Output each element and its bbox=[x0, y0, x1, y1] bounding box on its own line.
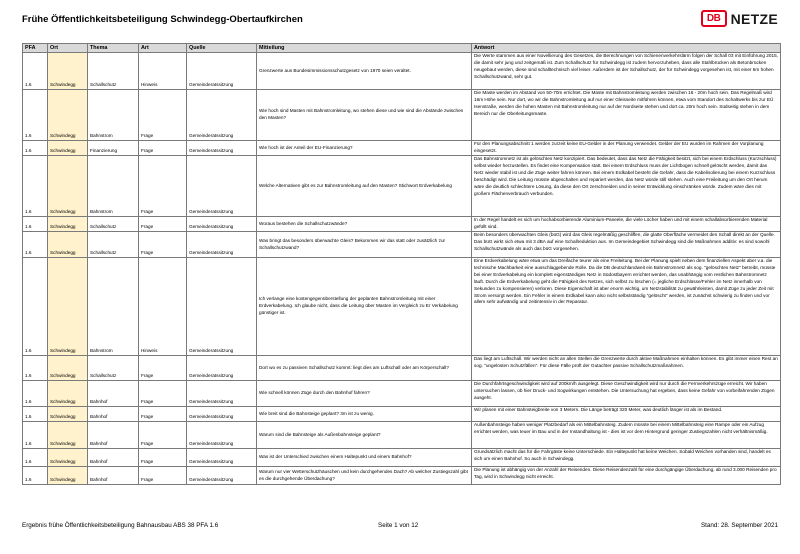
db-netze-logo bbox=[701, 10, 778, 27]
cell-antwort: Die Planung ist abhängig von der Anzahl der Reisenden. Diese Reisendenzahl für eine durchgängige Überdachung, ab rund 3.000 Reisenden pro Tag, wird in Schwindegg nicht erreicht. bbox=[472, 467, 781, 485]
cell-quelle: Gemeinderatssitzung bbox=[187, 141, 257, 156]
table-header-row bbox=[23, 44, 781, 53]
cell-pfa: 1.6 bbox=[23, 258, 48, 356]
cell-antwort: Wir planen mit einer Bahnsteigbreite von 3 Metern. Die Länge beträgt 320 Meter, was deutlich länger ist als im Bestand. bbox=[472, 407, 781, 422]
cell-antwort: Grundsätzlich macht das für die Fahrgäste keine Unterschiede. Ein Haltepunkt hat keine Weichen. Sobald Weichen vorhanden sind, handelt es sich um einen Bahnhof. So auch in Schwindegg. bbox=[472, 449, 781, 467]
cell-pfa: 1.6 bbox=[23, 467, 48, 485]
cell-ort: Schwindegg bbox=[48, 232, 88, 258]
cell-thema: Bahnhof bbox=[88, 381, 139, 407]
cell-ort: Schwindegg bbox=[48, 156, 88, 217]
cell-mitteilung: Dort wo es zu passiven Schallschutz kommt: liegt dies am Luftschall oder am Körperschall? bbox=[257, 356, 472, 381]
cell-thema: Schallschutz bbox=[88, 356, 139, 381]
cell-art: Frage bbox=[139, 449, 187, 467]
cell-art: Hinweis bbox=[139, 258, 187, 356]
table-row bbox=[23, 356, 781, 381]
cell-ort: Schwindegg bbox=[48, 449, 88, 467]
header-mitteilung: Mitteilung bbox=[257, 44, 472, 53]
cell-thema: Schallschutz bbox=[88, 232, 139, 258]
cell-art: Frage bbox=[139, 141, 187, 156]
cell-art: Frage bbox=[139, 422, 187, 449]
cell-art: Frage bbox=[139, 381, 187, 407]
cell-quelle: Gemeinderatssitzung bbox=[187, 156, 257, 217]
table-row bbox=[23, 156, 781, 217]
cell-art: Frage bbox=[139, 407, 187, 422]
cell-thema: Bahnhof bbox=[88, 407, 139, 422]
cell-thema: Bahnstrom bbox=[88, 90, 139, 141]
footer-document-name: Ergebnis frühe Öffentlichkeitsbeteiligung Bahnausbau ABS 38 PFA 1.6 bbox=[22, 522, 219, 529]
cell-antwort: Beim besonders überwachten Gleis (büG) wird das Gleis regelmäßig geschliffen, die glatte Oberfläche vermeidet den Schall direkt an der Quelle. Das büG wirkt sich etwa mit 3 dBA auf eine Schallreduktion aus. Im Gemeindegebiet Schwindegg sind die Maßnahmen additiv: es sind sowohl Schallschutzwände als auch das büG vorgesehen. bbox=[472, 232, 781, 258]
cell-mitteilung: Was ist der Unterschied zwischen einem Haltepunkt und einem Bahnhof? bbox=[257, 449, 472, 467]
cell-quelle: Gemeinderatssitzung bbox=[187, 422, 257, 449]
cell-ort: Schwindegg bbox=[48, 141, 88, 156]
cell-art: Frage bbox=[139, 156, 187, 217]
cell-art: Hinweis bbox=[139, 53, 187, 90]
cell-pfa: 1.6 bbox=[23, 381, 48, 407]
table-row bbox=[23, 449, 781, 467]
cell-pfa: 1.6 bbox=[23, 53, 48, 90]
table-row bbox=[23, 90, 781, 141]
cell-ort: Schwindegg bbox=[48, 258, 88, 356]
table-row bbox=[23, 381, 781, 407]
cell-pfa: 1.6 bbox=[23, 449, 48, 467]
cell-antwort: Die Werte stammen aus einer Novellierung des Gesetzes, die Berechnungen von Schienenverkehrslärm folgen der Schall 03 mit Einführung 2015, die damit sehr jung und zeitgemäß ist. Zum Schallschutz für Schwindegg ist zudem hervorzuheben, dass alle Stahlbrücken als Betonbrücken neugebaut werden, diese sind schalltechnisch viel leiser. Außerdem ist der Schallschutz, der für Schwindegg vorgesehen ist, mit einer 6m hohen Schallschutzwand, sehr gut. bbox=[472, 53, 781, 90]
cell-ort: Schwindegg bbox=[48, 407, 88, 422]
cell-quelle: Gemeinderatssitzung bbox=[187, 356, 257, 381]
table-row bbox=[23, 467, 781, 485]
cell-antwort: Das liegt am Luftschall. Wir werden nicht an allen Stellen die Grenzwerte durch aktive Maßnahmen einhalten können. Es gibt immer einen Rest an sog. "ungelösten Schutzfällen". Für diese Fälle prüft der Gutachter passive Schallschutzmaßnahmen. bbox=[472, 356, 781, 381]
header-pfa: PFA bbox=[23, 44, 48, 53]
cell-thema: Schallschutz bbox=[88, 53, 139, 90]
logo-text: NETZE bbox=[730, 10, 778, 27]
cell-quelle: Gemeinderatssitzung bbox=[187, 90, 257, 141]
cell-pfa: 1.6 bbox=[23, 156, 48, 217]
cell-quelle: Gemeinderatssitzung bbox=[187, 381, 257, 407]
document-title: Frühe Öffentlichkeitsbeteiligung Schwindegg-Obertaufkirchen bbox=[22, 14, 303, 25]
cell-quelle: Gemeinderatssitzung bbox=[187, 258, 257, 356]
cell-art: Frage bbox=[139, 356, 187, 381]
header-quelle: Quelle bbox=[187, 44, 257, 53]
cell-quelle: Gemeinderatssitzung bbox=[187, 407, 257, 422]
cell-mitteilung: Warum sind die Bahnsteige als Außenbahnsteige geplant? bbox=[257, 422, 472, 449]
footer-page-number: Seite 1 von 12 bbox=[378, 522, 419, 529]
cell-art: Frage bbox=[139, 217, 187, 232]
cell-mitteilung: Was bringt das besonders überwachte Gleis? Bekommen wir das statt oder zusätzlich zur Schallschutzwand? bbox=[257, 232, 472, 258]
header-ort: Ort bbox=[48, 44, 88, 53]
header-art: Art bbox=[139, 44, 187, 53]
cell-quelle: Gemeinderatssitzung bbox=[187, 53, 257, 90]
cell-art: Frage bbox=[139, 232, 187, 258]
db-logo-icon: DB bbox=[701, 10, 727, 27]
cell-ort: Schwindegg bbox=[48, 356, 88, 381]
cell-quelle: Gemeinderatssitzung bbox=[187, 232, 257, 258]
cell-antwort: Für den Planungsabschnitt 1 werden zurzeit keine EU-Gelder in der Planung verwendet. Gelder der EU wurden im Rahmen der Vorplanung eingesetzt. bbox=[472, 141, 781, 156]
table-row bbox=[23, 407, 781, 422]
cell-antwort: In der Regel handelt es sich um hochabsorbierende Aluminium-Paneele, die viele Löcher haben und mit einem schallabsorbierenden Material gefüllt sind. bbox=[472, 217, 781, 232]
cell-thema: Finanzierung bbox=[88, 141, 139, 156]
cell-ort: Schwindegg bbox=[48, 217, 88, 232]
cell-thema: Bahnstrom bbox=[88, 156, 139, 217]
cell-mitteilung: Warum nur vier Wetterschutzhäuschen und kein durchgehendes Dach? Ab welcher Zustiegszahl gibt es die durchgehende Überdachung? bbox=[257, 467, 472, 485]
cell-mitteilung: Ich verlange eine kostengegenüberstellung der geplanten Bahnstromleitung mit einer Erdverkabelung. Ich glaube nicht, dass die Leitung über Masten im Vergleich zu Er Verkabelung günstiger ist. bbox=[257, 258, 472, 356]
cell-quelle: Gemeinderatssitzung bbox=[187, 467, 257, 485]
cell-ort: Schwindegg bbox=[48, 90, 88, 141]
cell-ort: Schwindegg bbox=[48, 53, 88, 90]
table-row bbox=[23, 232, 781, 258]
table-row bbox=[23, 217, 781, 232]
cell-pfa: 1.6 bbox=[23, 90, 48, 141]
cell-ort: Schwindegg bbox=[48, 422, 88, 449]
cell-thema: Schallschutz bbox=[88, 217, 139, 232]
cell-antwort: Eine Erdverkabelung wäre etwa um das Dreifache teurer als eine Freileitung. Bei der Planung spielt neben dem finanziellen Aspekt aber v.a. die technische Machbarkeit eine ausschlaggebende Rolle. Da die DB deutschlandweit ein Bahnstromnetz als sog. "gelöschtes Netz" betreibt, müsste bei einer Erdverkabelung ein komplett eigenständiges Netz in Südostbayern errichtet werden, das unabhängig vom restlichen Bahnstromnetz läuft. Durch die Erdverkabelung geht die Fähigkeit des Netzes, sich selbst zu löschen (= jegliche Erdschlüsse/Fehler im Netz innerhalb von Sekunden zu kompensieren) verloren. Diese Eigenschaft ist aber enorm wichtig, um Netzstabilität zu gewährleisten, damit Züge zu jeder Zeit mit Strom versorgt werden. Ein Fehler in einem Erdkabel kann also nicht selbstständig "gelöscht" werden, ist zunächst schwierig zu finden und vor allem sehr aufwändig und zeitintensiv in der Reparatur. bbox=[472, 258, 781, 356]
header-thema: Thema bbox=[88, 44, 139, 53]
cell-antwort: Die Durchfahrtsgeschwindigkeit wird auf 200km/h ausgelegt. Diese Geschwindigkeit wird nur durch die Fernverkehrszüge erreicht. Wir haben untersuchen lassen, ob hier Druck- und Sogwirkungen entstehen. Die Untersuchung hat ergeben, dass keine Gefahr von vorbeifahrenden Zügen ausgeht. bbox=[472, 381, 781, 407]
cell-mitteilung: Welche Alternativen gibt es zur Bahnstromleitung auf den Masten? Stichwort Erdverkabelung bbox=[257, 156, 472, 217]
cell-pfa: 1.6 bbox=[23, 217, 48, 232]
table-row bbox=[23, 422, 781, 449]
cell-pfa: 1.6 bbox=[23, 356, 48, 381]
cell-pfa: 1.6 bbox=[23, 141, 48, 156]
cell-art: Frage bbox=[139, 90, 187, 141]
cell-pfa: 1.6 bbox=[23, 422, 48, 449]
cell-antwort: Die Maste werden im Abstand von 50-70m errichtet. Die Maste mit Bahnstromleitung werden zwischen 16 - 20m hoch sein. Das Regelmaß wird 16m Höhe sein. Nur dort, wo wir die Bahnstromleitung auf nur einer Gleisseite mitführen können, etwa vom Standort des Schaltwerks bis zur EÜ Isenstraße, werden die hohen Masten mit Bahnstromleitung nur auf der Nordseite stehen und dort ca. 20m hoch sein. Südseitig stehen in dem Bereich nur die Oberleitungsmaste. bbox=[472, 90, 781, 141]
footer-date: Stand: 28. September 2021 bbox=[700, 522, 778, 529]
cell-thema: Bahnhof bbox=[88, 467, 139, 485]
cell-art: Frage bbox=[139, 467, 187, 485]
table-row bbox=[23, 53, 781, 90]
cell-thema: Bahnstrom bbox=[88, 258, 139, 356]
cell-pfa: 1.6 bbox=[23, 407, 48, 422]
cell-quelle: Gemeinderatssitzung bbox=[187, 449, 257, 467]
cell-ort: Schwindegg bbox=[48, 467, 88, 485]
cell-mitteilung: Wie hoch sind Masten mit Bahnstromleitung, wo stehen diese und wie sind die Abstände zwischen den Masten? bbox=[257, 90, 472, 141]
cell-mitteilung: Wie breit sind die Bahnsteige geplant? 3m ist zu wenig. bbox=[257, 407, 472, 422]
header-antwort: Antwort bbox=[472, 44, 781, 53]
cell-ort: Schwindegg bbox=[48, 381, 88, 407]
cell-pfa: 1.6 bbox=[23, 232, 48, 258]
cell-mitteilung: Wie schnell können Züge durch den Bahnhof fahren? bbox=[257, 381, 472, 407]
cell-thema: Bahnhof bbox=[88, 422, 139, 449]
cell-antwort: Das Bahnstromnetz ist als gelöschtes Netz konzipiert. Das bedeutet, dass das Netz die Fähigkeit besitzt, sich bei einem Erdschluss (Kurzschluss) selbst wieder herzustellen. Es findet eine Kompensation statt. Bei einem Erdschluss muss der Lichtbogen schnell gelöscht werden, damit das Netz wieder stabil ist und die Züge weiter fahren können. Bei einem Erdkabel besteht die Gefahr, dass die Kabelisolierung bei einem Kurzschluss beschädigt wird. Die Leitung müsste abgeschalten und repariert werden, das Netz würde still stehen. Auch eine Freileitung um den Ort herum wäre die deutlich schlechtere Lösung, da diese den Ort zerschneiden und in seiner Entwicklung einschränken würde. Zudem wäre dies mit großem Flächenverbrauch verbunden. bbox=[472, 156, 781, 217]
cell-quelle: Gemeinderatssitzung bbox=[187, 217, 257, 232]
table-row bbox=[23, 141, 781, 156]
consultation-table bbox=[22, 43, 781, 485]
cell-thema: Bahnhof bbox=[88, 449, 139, 467]
cell-antwort: Außenbahnsteige haben weniger Platzbedarf als ein Mittelbahnsteig. Zudem müsste bei einem Mittelbahnsteig eine Rampe oder ein Aufzug errichtet werden, was teuer im Bau und in der Instandhaltung ist - dies ist vor dem Hintergrund geringer Zustiegszahlen nicht verhältnismäßig. bbox=[472, 422, 781, 449]
table-row bbox=[23, 258, 781, 356]
cell-mitteilung: Grenzwerte aus Bundesimmissionsschutzgesetz von 1970 seien veraltet. bbox=[257, 53, 472, 90]
cell-mitteilung: Wie hoch ist der Anteil der EU-Finanzierung? bbox=[257, 141, 472, 156]
cell-mitteilung: Woraus bestehen die Schallschutzwände? bbox=[257, 217, 472, 232]
